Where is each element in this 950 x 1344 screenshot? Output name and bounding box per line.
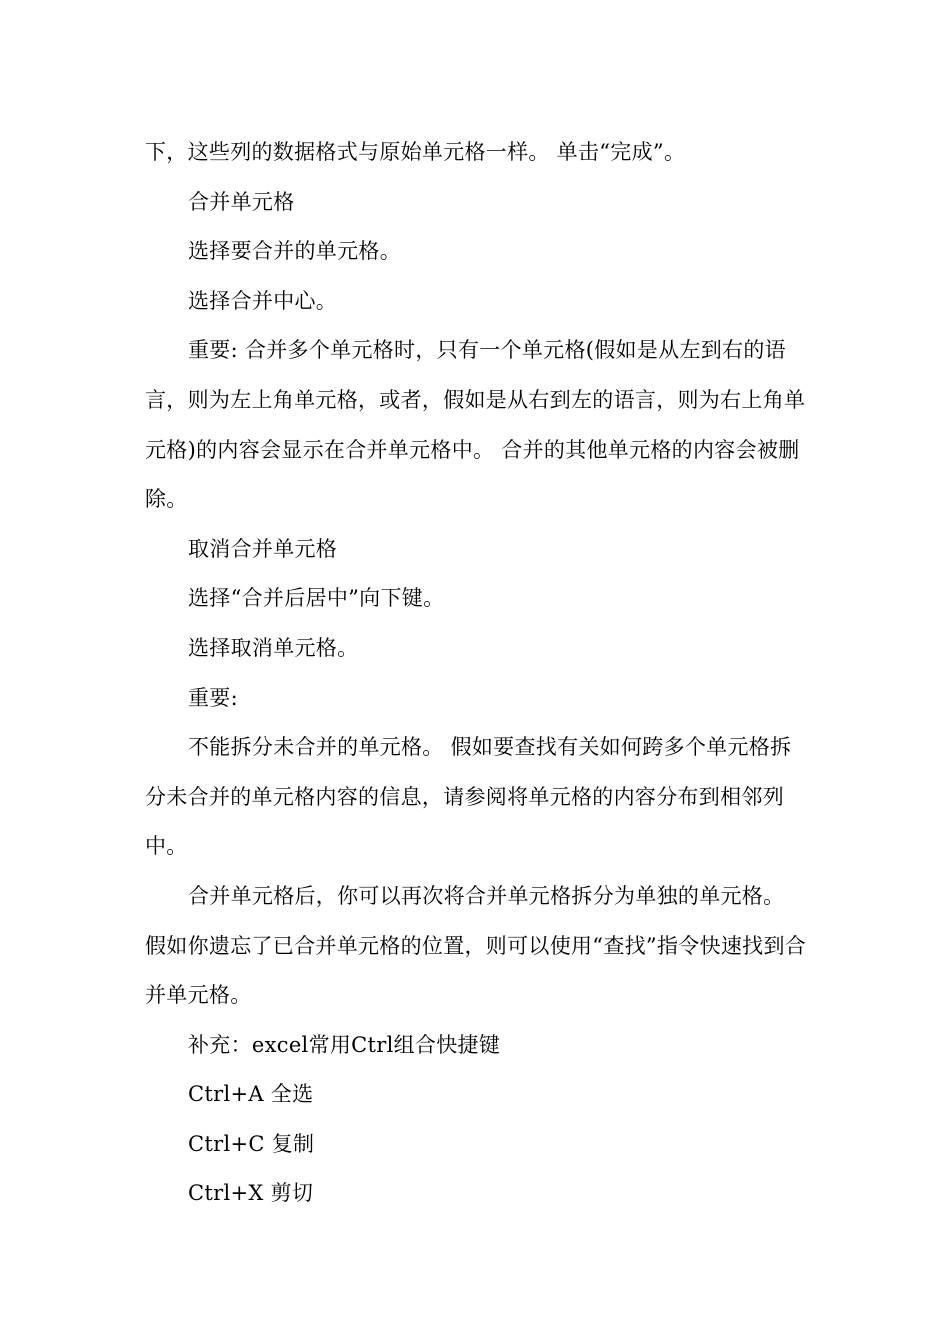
shortcut-cut: Ctrl+X 剪切: [188, 1181, 314, 1206]
note-important-label: 重要:: [188, 685, 238, 710]
heading-shortcuts: 补充：excel常用Ctrl组合快捷键: [188, 1032, 501, 1057]
document-body: [145, 128, 810, 1219]
heading-merge-cells: 合并单元格: [188, 189, 295, 214]
note-cannot-split: 不能拆分未合并的单元格。 假如要查找有关如何跨多个单元格拆分未合并的单元格内容的信息，请参阅将单元格的内容分布到相邻列中。: [145, 735, 792, 859]
paragraph-continuation: 下，这些列的数据格式与原始单元格一样。 单击“完成”。: [145, 140, 686, 164]
heading-unmerge-cells: 取消合并单元格: [188, 536, 338, 561]
step-select-merge-center: 选择合并中心。: [188, 288, 338, 313]
step-select-dropdown: 选择“合并后居中”向下键。: [188, 586, 445, 611]
note-important-merge: 重要: 合并多个单元格时，只有一个单元格(假如是从左到右的语言，则为左上角单元格，或者，假如是从右到左的语言，则为右上角单元格)的内容会显示在合并单元格中。 合并的其他单元格的内容会被删除。: [145, 338, 806, 512]
shortcut-select-all: Ctrl+A 全选: [188, 1082, 314, 1107]
shortcut-copy: Ctrl+C 复制: [188, 1131, 315, 1156]
note-split-again: 合并单元格后，你可以再次将合并单元格拆分为单独的单元格。 假如你遗忘了已合并单元格的位置，则可以使用“查找”指令快速找到合并单元格。: [145, 883, 807, 1008]
step-select-unmerge: 选择取消单元格。: [188, 635, 359, 660]
step-select-cells: 选择要合并的单元格。: [188, 239, 401, 264]
